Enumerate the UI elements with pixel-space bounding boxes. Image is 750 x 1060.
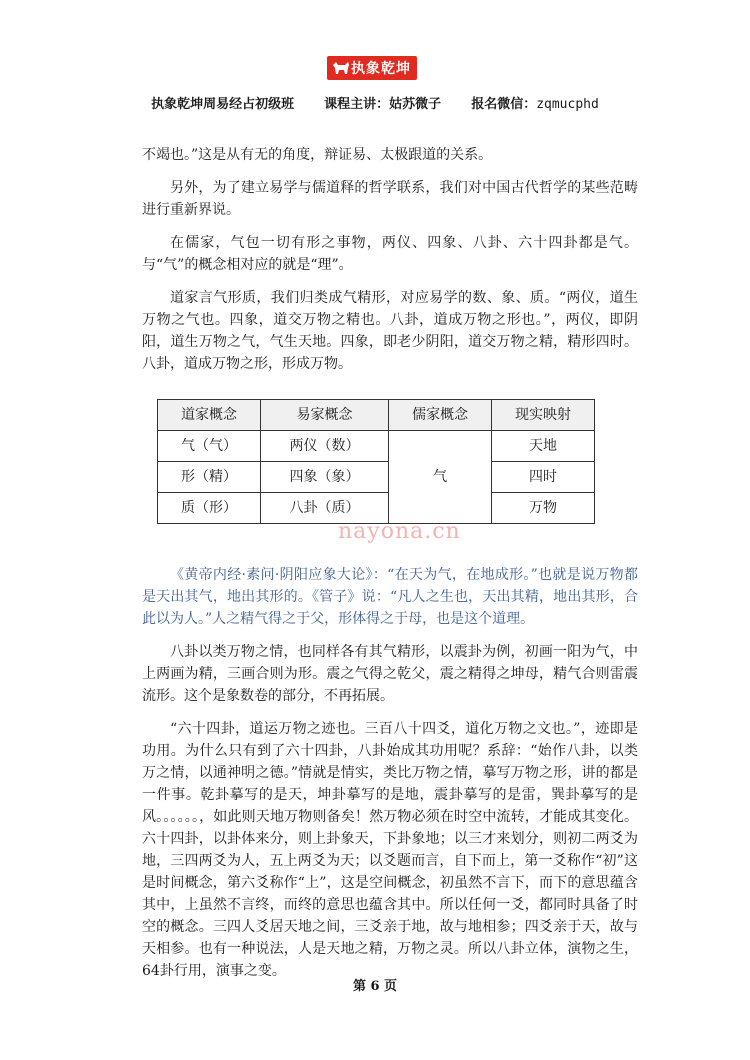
table-header-cell: 道家概念 [158,400,261,431]
paragraph: 在儒家，气包一切有形之事物，两仪、四象、八卦、六十四卦都是气。与“气”的概念相对应的就是“理”。 [142,235,638,273]
paragraph: 八卦以类万物之情，也同样各有其气精形，以震卦为例，初画一阳为气，中上两画为精，三画合则为形。震之气得之乾父，震之精得之坤母，精气合则雷震流形。这个是象数卷的部分，不再拓展。 [142,644,638,704]
watermark: nayona.cn [338,519,461,544]
wechat-info [471,93,599,112]
table-cell: 两仪（数） [260,431,388,462]
table-header-cell: 儒家概念 [389,400,492,431]
paragraph: 道家言气形质，我们归类成气精形，对应易学的数、象、质。“两仪，道生万物之气也。四象，道交万物之精也。八卦，道成万物之形也。”，两仪，即阴阳，道生万物之气，气生天地。四象，即老少阴阳，道交万物之精，精形四时。八卦，道成万物之形，形成万物。 [142,290,638,372]
bull-icon [331,59,351,77]
table-merged-cell: 气 [389,431,492,524]
table-row [158,462,595,493]
page-content [142,144,638,993]
paragraph: 《黄帝内经·素问·阴阳应象大论》：“在天为气，在地成形。”也就是说万物都是天出其气，地出其形的。《管子》说：“凡人之生也，天出其精，地出其形，合此以为人。”人之精气得之于父，形体得之于母，也是这个道理。 [142,567,638,627]
table-cell: 四象（象） [260,462,388,493]
course-name: 执象乾坤周易经占初级班 [151,97,295,112]
table-cell: 万物 [492,493,595,524]
table-cell: 质（形） [158,493,261,524]
table-cell: 天地 [492,431,595,462]
paragraph: 另外，为了建立易学与儒道释的哲学联系，我们对中国古代哲学的某些范畴进行重新界说。 [142,180,638,218]
paragraph: “六十四卦，道运万物之迹也。三百八十四爻，道化万物之文也。”，迹即是功用。为什么只有到了六十四卦，八卦始成其功用呢？系辞：“始作八卦，以类万之情，以通神明之德。”情就是情实，类比万物之情，摹写万物之形，讲的都是一件事。乾卦摹写的是天，坤卦摹写的是地，震卦摹写的是雷，巽卦摹写的是风。。。。。。，如此则天地万物则备矣！然万物必须在时空中流转，才能成其变化。六十四卦，以卦体来分，则上卦象天，下卦象地；以三才来划分，则初二两爻为地，三四两爻为人，五上两爻为天；以爻题而言，自下而上，第一爻称作“初”这是时间概念，第六爻称作“上”，这是空间概念，初虽然不言下，而下的意思蕴含其中，上虽然不言终，而终的意思也蕴含其中。所以任何一爻，都同时具备了时空的概念。三四人爻居天地之间，三爻亲于地，故与地相参；四爻亲于天，故与天相参。也有一种说法，人是天地之精，万物之灵。所以八卦立体，演物之生，64卦行用，演事之变。 [142,721,638,979]
table-cell: 四时 [492,462,595,493]
concept-table [157,399,595,524]
table-row [158,431,595,462]
table-header-cell: 现实映射 [492,400,595,431]
table-cell: 八卦（质） [260,493,388,524]
page-number: 第 6 页 [352,979,398,994]
table-cell: 形（精） [158,462,261,493]
logo-text: 执象乾坤 [351,61,411,77]
paragraph: 不竭也。”这是从有无的角度，辩证易、太极跟道的关系。 [142,147,493,163]
lecturer: 课程主讲：姑苏微子 [324,97,442,112]
table-cell: 气（气） [158,431,261,462]
table-header-cell: 易家概念 [260,400,388,431]
wechat-id: zqmucphd [536,97,599,112]
course-header [0,93,750,112]
table-header-row [158,400,595,431]
brand-logo [327,56,417,80]
wechat-label: 报名微信： [471,97,537,112]
